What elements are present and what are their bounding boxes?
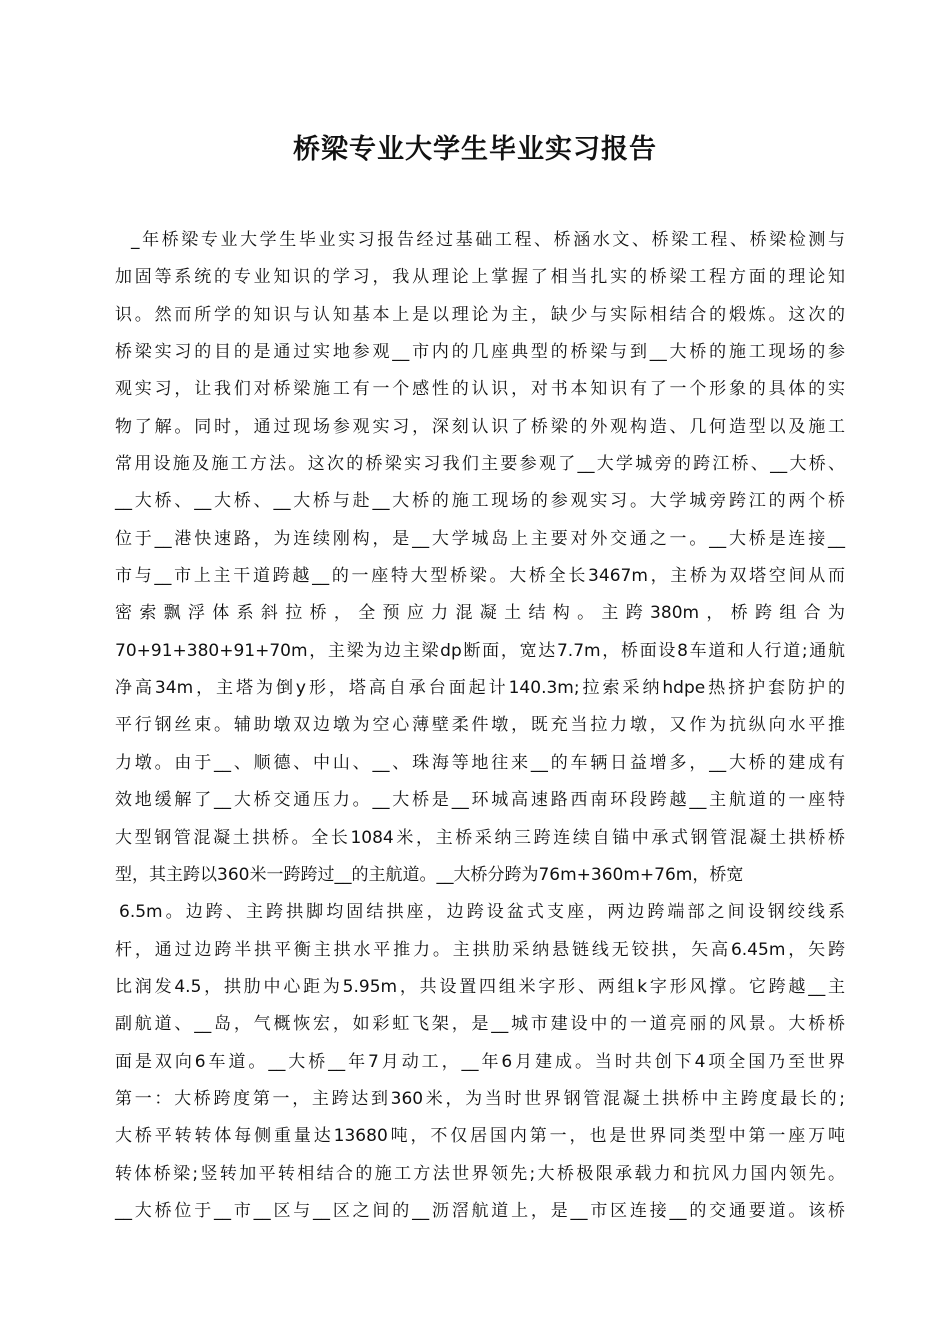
body-line: 物了解。同时，通过现场参观实习，深刻认识了桥梁的外观构造、几何造型以及施工 xyxy=(115,416,845,437)
body-line: 观实习，让我们对桥梁施工有一个感性的认识，对书本知识有了一个形象的具体的实 xyxy=(115,379,845,400)
body-line: __大桥位于__市__区与__区之间的__沥滘航道上，是__市区连接__的交通要道。该桥 xyxy=(115,1200,845,1221)
body-line: 70+91+380+91+70m，主梁为边主梁dp断面，宽达7.7m，桥面设8车道和人行道;通航 xyxy=(115,640,845,661)
body-line: 大桥平转转体每侧重量达13680吨，不仅居国内第一，也是世界同类型中第一座万吨 xyxy=(115,1126,845,1147)
body-line: 桥梁实习的目的是通过实地参观__市内的几座典型的桥梁与到__大桥的施工现场的参 xyxy=(115,342,845,363)
body-line: 常用设施及施工方法。这次的桥梁实习我们主要参观了__大学城旁的跨江桥、__大桥、 xyxy=(115,454,845,475)
body-line: 加固等系统的专业知识的学习，我从理论上掌握了相当扎实的桥梁工程方面的理论知 xyxy=(115,267,845,288)
body-line: 市与__市上主干道跨越__的一座特大型桥梁。大桥全长3467m，主桥为双塔空间从而 xyxy=(115,566,845,587)
body-line: _年桥梁专业大学生毕业实习报告经过基础工程、桥涵水文、桥梁工程、桥梁检测与 xyxy=(131,230,845,250)
body-line: 转体桥梁;竖转加平转相结合的施工方法世界领先;大桥极限承载力和抗风力国内领先。 xyxy=(115,1163,845,1184)
body-line: 位于__港快速路，为连续刚构，是__大学城岛上主要对外交通之一。__大桥是连接__ xyxy=(115,528,845,549)
body-line: __大桥、__大桥、__大桥与赴__大桥的施工现场的参观实习。大学城旁跨江的两个桥 xyxy=(115,491,845,512)
body-line: 效地缓解了__大桥交通压力。__大桥是__环城高速路西南环段跨越__主航道的一座特 xyxy=(115,790,845,811)
body-line: 6.5m。边跨、主跨拱脚均固结拱座，边跨设盆式支座，两边跨端部之间设钢绞线系 xyxy=(119,902,845,923)
body-line: 面是双向6车道。__大桥__年7月动工，__年6月建成。当时共创下4项全国乃至世界 xyxy=(115,1051,845,1072)
body-line: 密索飘浮体系斜拉桥，全预应力混凝土结构。主跨380m，桥跨组合为 xyxy=(115,603,845,624)
body-line: 第一：大桥跨度第一，主跨达到360米，为当时世界钢管混凝土拱桥中主跨度最长的; xyxy=(115,1088,845,1109)
body-line: 净高34m，主塔为倒y形，塔高自承台面起计140.3m;拉索采纳hdpe热挤护套防护的 xyxy=(115,678,845,699)
document-title: 桥梁专业大学生毕业实习报告 xyxy=(293,134,657,165)
body-line: 杆，通过边跨半拱平衡主拱水平推力。主拱肋采纳悬链线无铰拱，矢高6.45m，矢跨 xyxy=(115,939,845,960)
body-line: 型，其主跨以360米一跨跨过__的主航道。__大桥分跨为76m+360m+76m，桥宽 xyxy=(115,864,744,885)
body-line: 平行钢丝束。辅助墩双边墩为空心薄壁柔件墩，既充当拉力墩，又作为抗纵向水平推 xyxy=(115,715,845,736)
body-line: 副航道、__岛，气概恢宏，如彩虹飞架，是__城市建设中的一道亮丽的风景。大桥桥 xyxy=(115,1014,845,1035)
body-line: 力墩。由于__、顺德、中山、__、珠海等地往来__的车辆日益增多，__大桥的建成有 xyxy=(115,752,845,773)
body-line: 识。然而所学的知识与认知基本上是以理论为主，缺少与实际相结合的煅炼。这次的 xyxy=(115,304,845,325)
body-line: 大型钢管混凝土拱桥。全长1084米，主桥采纳三跨连续自锚中承式钢管混凝土拱桥桥 xyxy=(115,827,845,848)
report-body xyxy=(115,222,845,1230)
body-line: 比润发4.5，拱肋中心距为5.95m，共设置四组米字形、两组k字形风撑。它跨越__主 xyxy=(115,976,845,997)
